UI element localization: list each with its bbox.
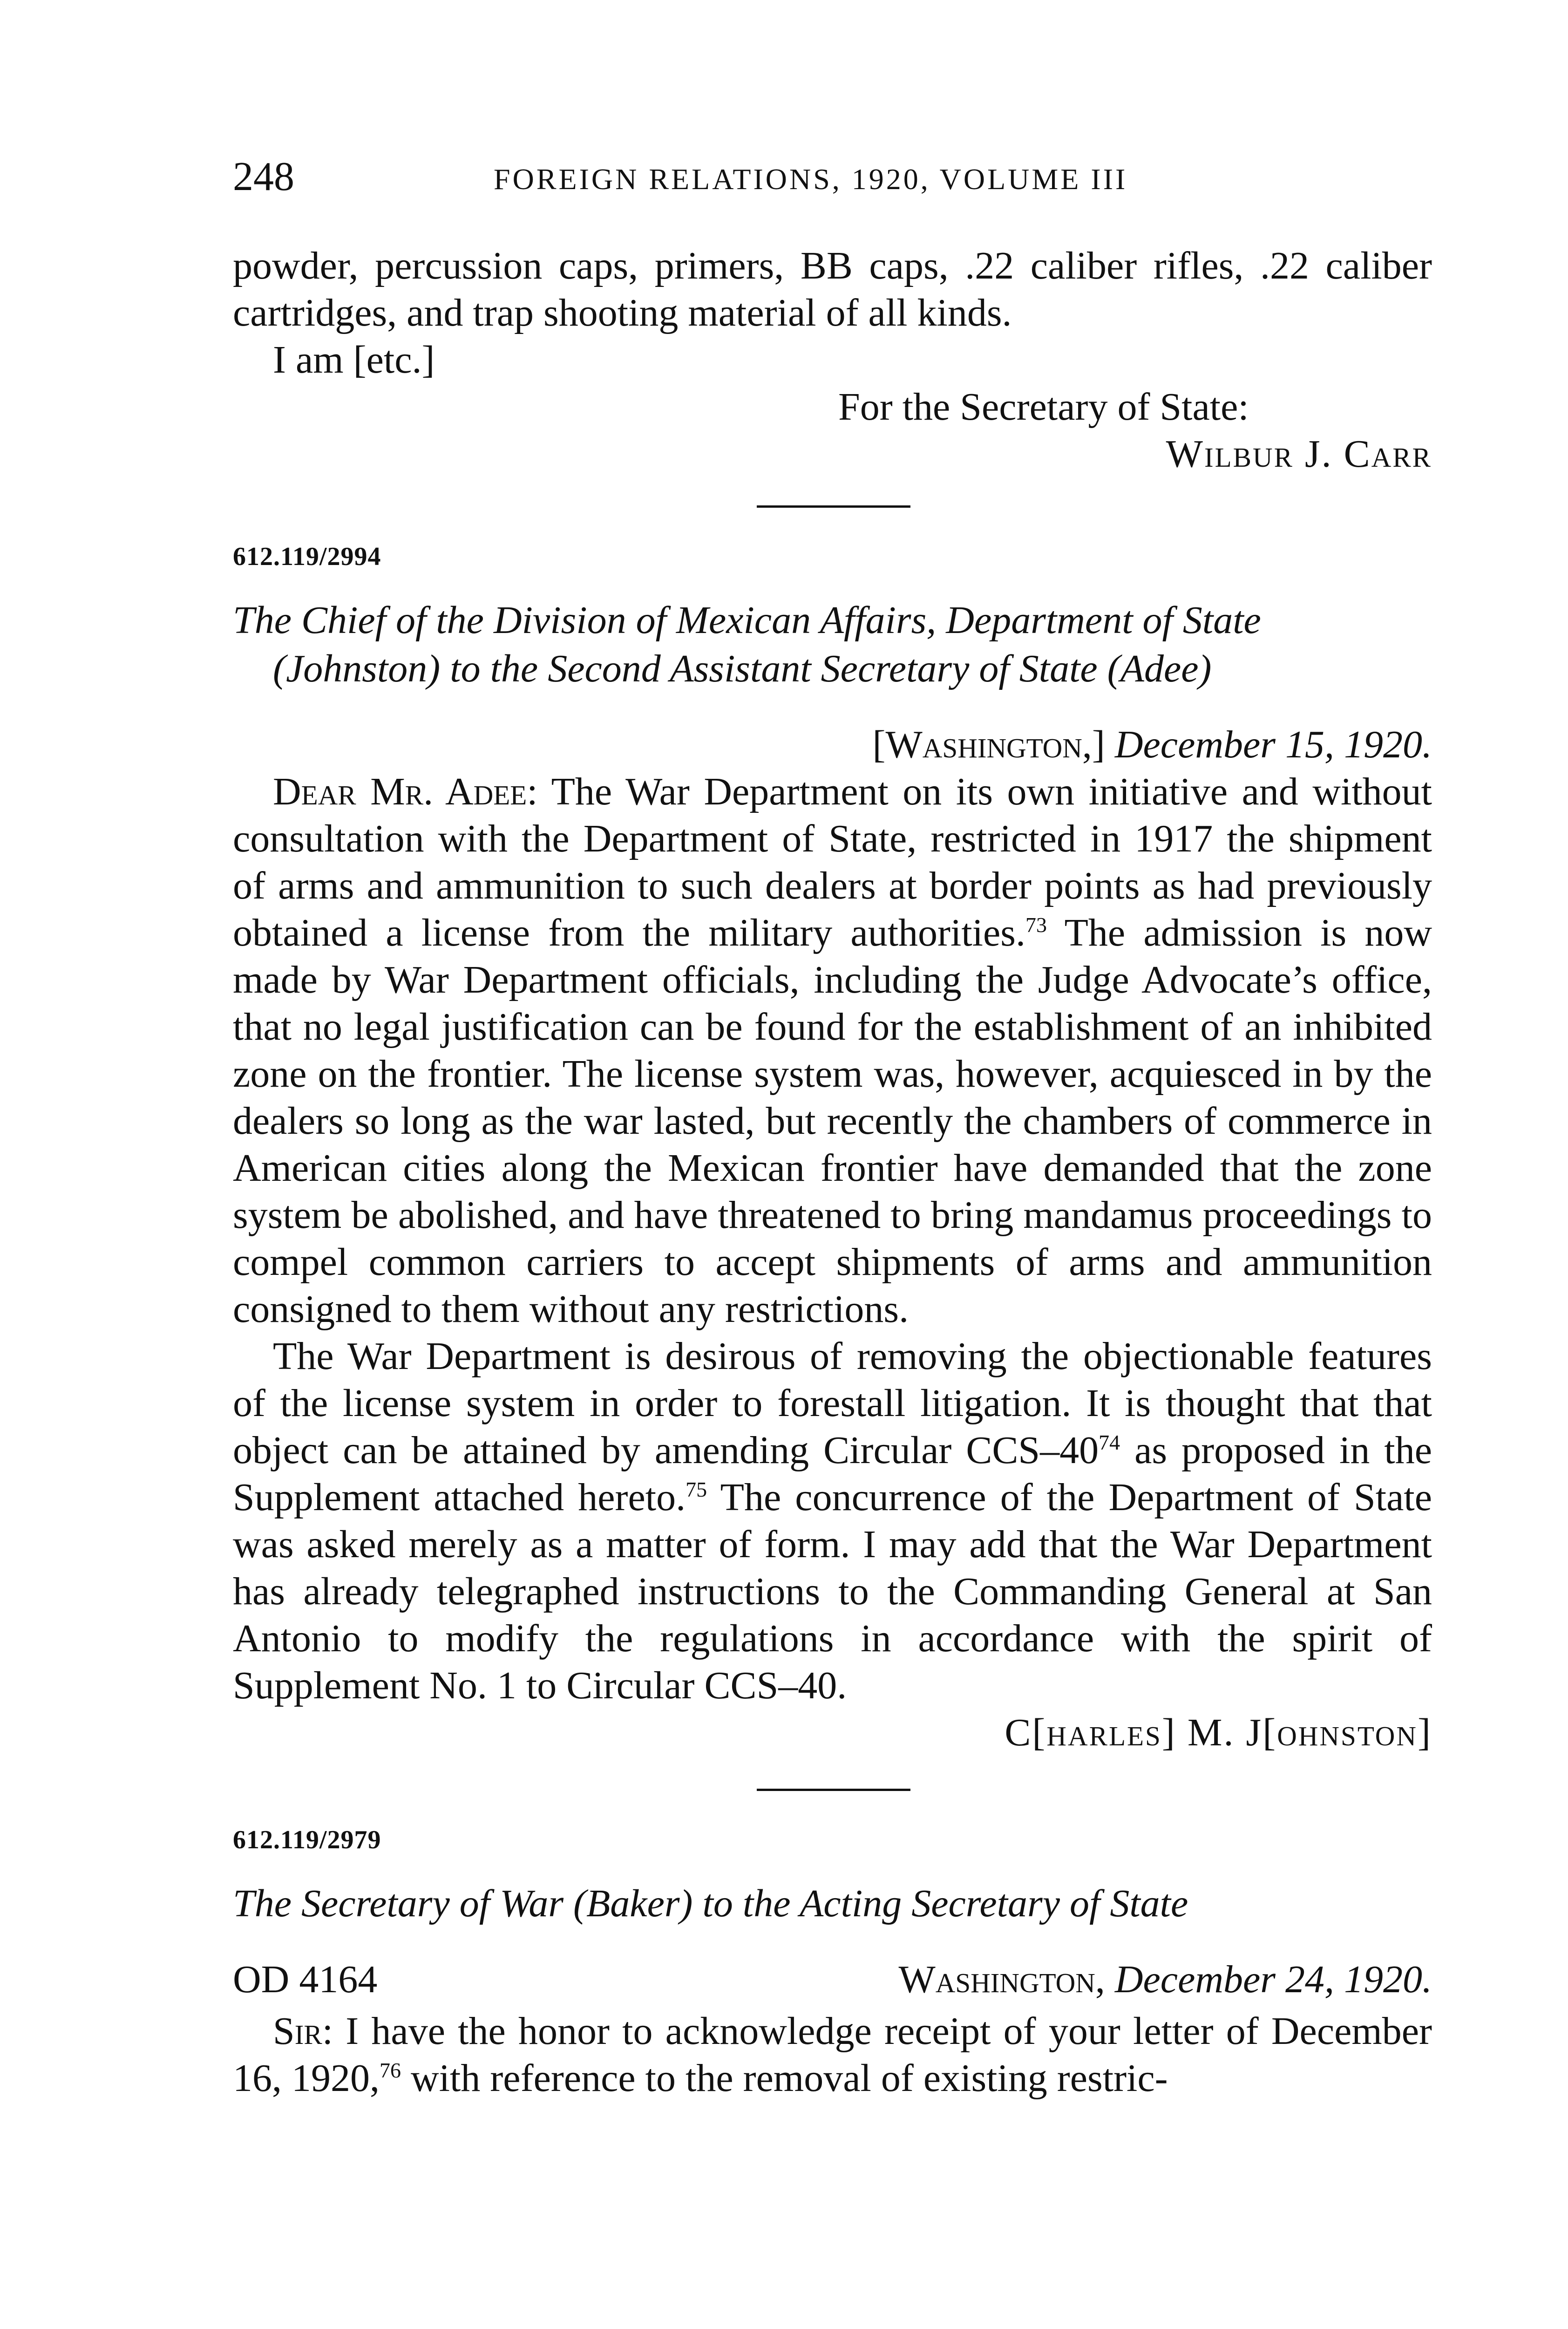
- paragraph-text: The War Department on its own initiative and without consultation with the Department of State, restricted in 1917 the shipment of arms and ammunition to such dealers at border points as had previously obtained a license from the military authorities.: [233, 770, 1432, 954]
- signature-carr: Wilbur J. Carr: [1166, 432, 1432, 476]
- signature-johnston: C[harles] M. J[ohnston]: [1005, 1711, 1432, 1754]
- salutation: Sir:: [273, 2009, 333, 2053]
- reference-dateline: [233, 1956, 1432, 2003]
- salutation: Dear Mr. Adee:: [273, 770, 538, 813]
- dateline-date: December 15, 1920.: [1114, 723, 1432, 766]
- file-number: 612.119/2994: [233, 542, 381, 571]
- file-number: 612.119/2979: [233, 1825, 381, 1854]
- closing-etc: I am [etc.]: [273, 338, 435, 381]
- paragraph-text: The admission is now made by War Department officials, including the Judge Advocate’s office, that no legal justification can be found for the establishment of an inhibited zone on the frontier. The license system was, however, acquiesced in by the dealers so long as the war lasted, but recently the chambers of commerce in American cities along the Mexican frontier have demanded that the zone system be abolished, and have threatened to bring mandamus proceedings to compel common carriers to accept shipments of arms and ammunition consigned to them without any restrictions.: [233, 911, 1432, 1331]
- closing-for: For the Secretary of State:: [838, 385, 1249, 429]
- dateline-place: Washington,: [898, 1958, 1105, 2001]
- footnote-ref: 73: [1025, 913, 1047, 937]
- paragraph-text: I have the honor to acknowledge receipt of your letter of December 16, 1920,: [233, 2009, 1432, 2100]
- document-title: The Secretary of War (Baker) to the Acting Secretary of State: [233, 1882, 1188, 1925]
- letter-paragraph: [233, 2008, 1432, 2102]
- dateline: [233, 721, 1432, 768]
- paragraph-text: The concurrence of the Department of State was asked merely as a matter of form. I may add that the War Department has already telegraphed instructions to the Commanding General at San Antonio to modify the regulations in accordance with the spirit of Supplement No. 1 to Circular CCS–40.: [233, 1476, 1432, 1707]
- page-number: 248: [233, 154, 294, 199]
- reference-number: OD 4164: [233, 1958, 378, 2001]
- dateline-date: December 24, 1920.: [1114, 1958, 1432, 2001]
- page-body: [233, 242, 1432, 2102]
- running-head: FOREIGN RELATIONS, 1920, VOLUME III: [494, 163, 1128, 196]
- document-title: The Chief of the Division of Mexican Affairs, Department of State (Johnston) to the Second Assistant Secretary of State (Adee): [233, 599, 1261, 690]
- paragraph-text: The War Department is desirous of removing the objectionable features of the license system in order to forestall litigation. It is thought that that object can be attained by amending Circular CCS–40: [233, 1335, 1432, 1472]
- paragraph-text: as proposed in the Supplement attached hereto.: [233, 1429, 1432, 1519]
- letter-paragraph: [233, 768, 1432, 1333]
- footnote-ref: 76: [380, 2058, 401, 2082]
- letter-paragraph: [233, 1333, 1432, 1709]
- continuation-text: powder, percussion caps, primers, BB caps, .22 caliber rifles, .22 caliber cartridges, and trap shooting material of all kinds.: [233, 244, 1432, 334]
- footnote-ref: 74: [1099, 1430, 1120, 1454]
- paragraph-text: with reference to the removal of existing restric-: [411, 2057, 1168, 2100]
- footnote-ref: 75: [686, 1478, 707, 1501]
- page-header: [233, 140, 1434, 200]
- dateline-place: [Washington,]: [872, 723, 1105, 766]
- dateline: [898, 1956, 1432, 2003]
